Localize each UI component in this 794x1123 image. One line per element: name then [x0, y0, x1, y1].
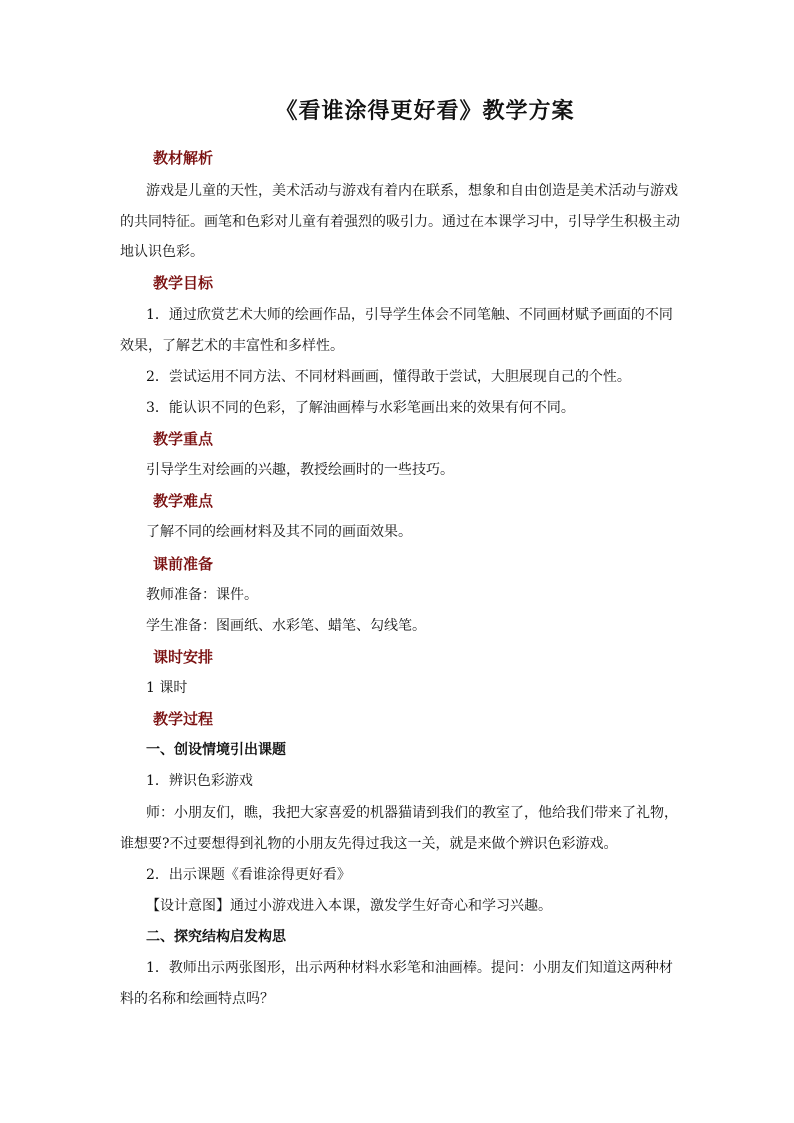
design-intent: 【设计意图】通过小游戏进入本课，激发学生好奇心和学习兴趣。: [146, 898, 552, 914]
process-paragraph-line: 1．教师出示两张图形，出示两种材料水彩笔和油画棒。提问：小朋友们知道这两种材: [146, 960, 673, 976]
goal-line: 1．通过欣赏艺术大师的绘画作品，引导学生体会不同笔触、不同画材赋予画面的不同: [146, 307, 673, 323]
analysis-line: 地认识色彩。: [120, 244, 204, 260]
schedule-text: 1 课时: [146, 680, 188, 696]
goal-line: 3．能认识不同的色彩，了解油画棒与水彩笔画出来的效果有何不同。: [146, 400, 575, 416]
document-title: 《看谁涂得更好看》教学方案: [275, 98, 575, 124]
goal-line: 效果，了解艺术的丰富性和多样性。: [120, 338, 344, 354]
difficulty-text: 了解不同的绘画材料及其不同的画面效果。: [146, 524, 412, 540]
process-item: 1．辨识色彩游戏: [146, 773, 253, 789]
goal-line: 2．尝试运用不同方法、不同材料画画，懂得敢于尝试，大胆展现自己的个性。: [146, 369, 631, 385]
heading-prep: 课前准备: [153, 555, 214, 573]
process-paragraph-line: 师：小朋友们，瞧，我把大家喜爱的机器猫请到我们的教室了，他给我们带来了礼物，: [146, 805, 678, 821]
process-paragraph-line: 料的名称和绘画特点吗？: [120, 991, 274, 1007]
process-paragraph-line: 谁想要?不过要想得到礼物的小朋友先得过我这一关，就是来做个辨识色彩游戏。: [120, 836, 618, 852]
heading-analysis: 教材解析: [153, 149, 214, 167]
process-item: 2．出示课题《看谁涂得更好看》: [146, 867, 351, 883]
heading-schedule: 课时安排: [153, 648, 214, 666]
heading-goals: 教学目标: [153, 274, 214, 292]
heading-difficulty: 教学难点: [153, 492, 214, 510]
process-part1-title: 一、创设情境引出课题: [146, 742, 286, 758]
prep-teacher: 教师准备：课件。: [146, 587, 258, 603]
heading-key: 教学重点: [153, 430, 214, 448]
process-part2-title: 二、探究结构启发构思: [146, 929, 286, 945]
analysis-line: 的共同特征。画笔和色彩对儿童有着强烈的吸引力。通过在本课学习中，引导学生积极主动: [120, 214, 680, 230]
heading-process: 教学过程: [153, 710, 214, 728]
analysis-line: 游戏是儿童的天性，美术活动与游戏有着内在联系，想象和自由创造是美术活动与游戏: [146, 183, 678, 199]
key-text: 引导学生对绘画的兴趣，教授绘画时的一些技巧。: [146, 462, 454, 478]
prep-student: 学生准备：图画纸、水彩笔、蜡笔、勾线笔。: [146, 618, 426, 634]
